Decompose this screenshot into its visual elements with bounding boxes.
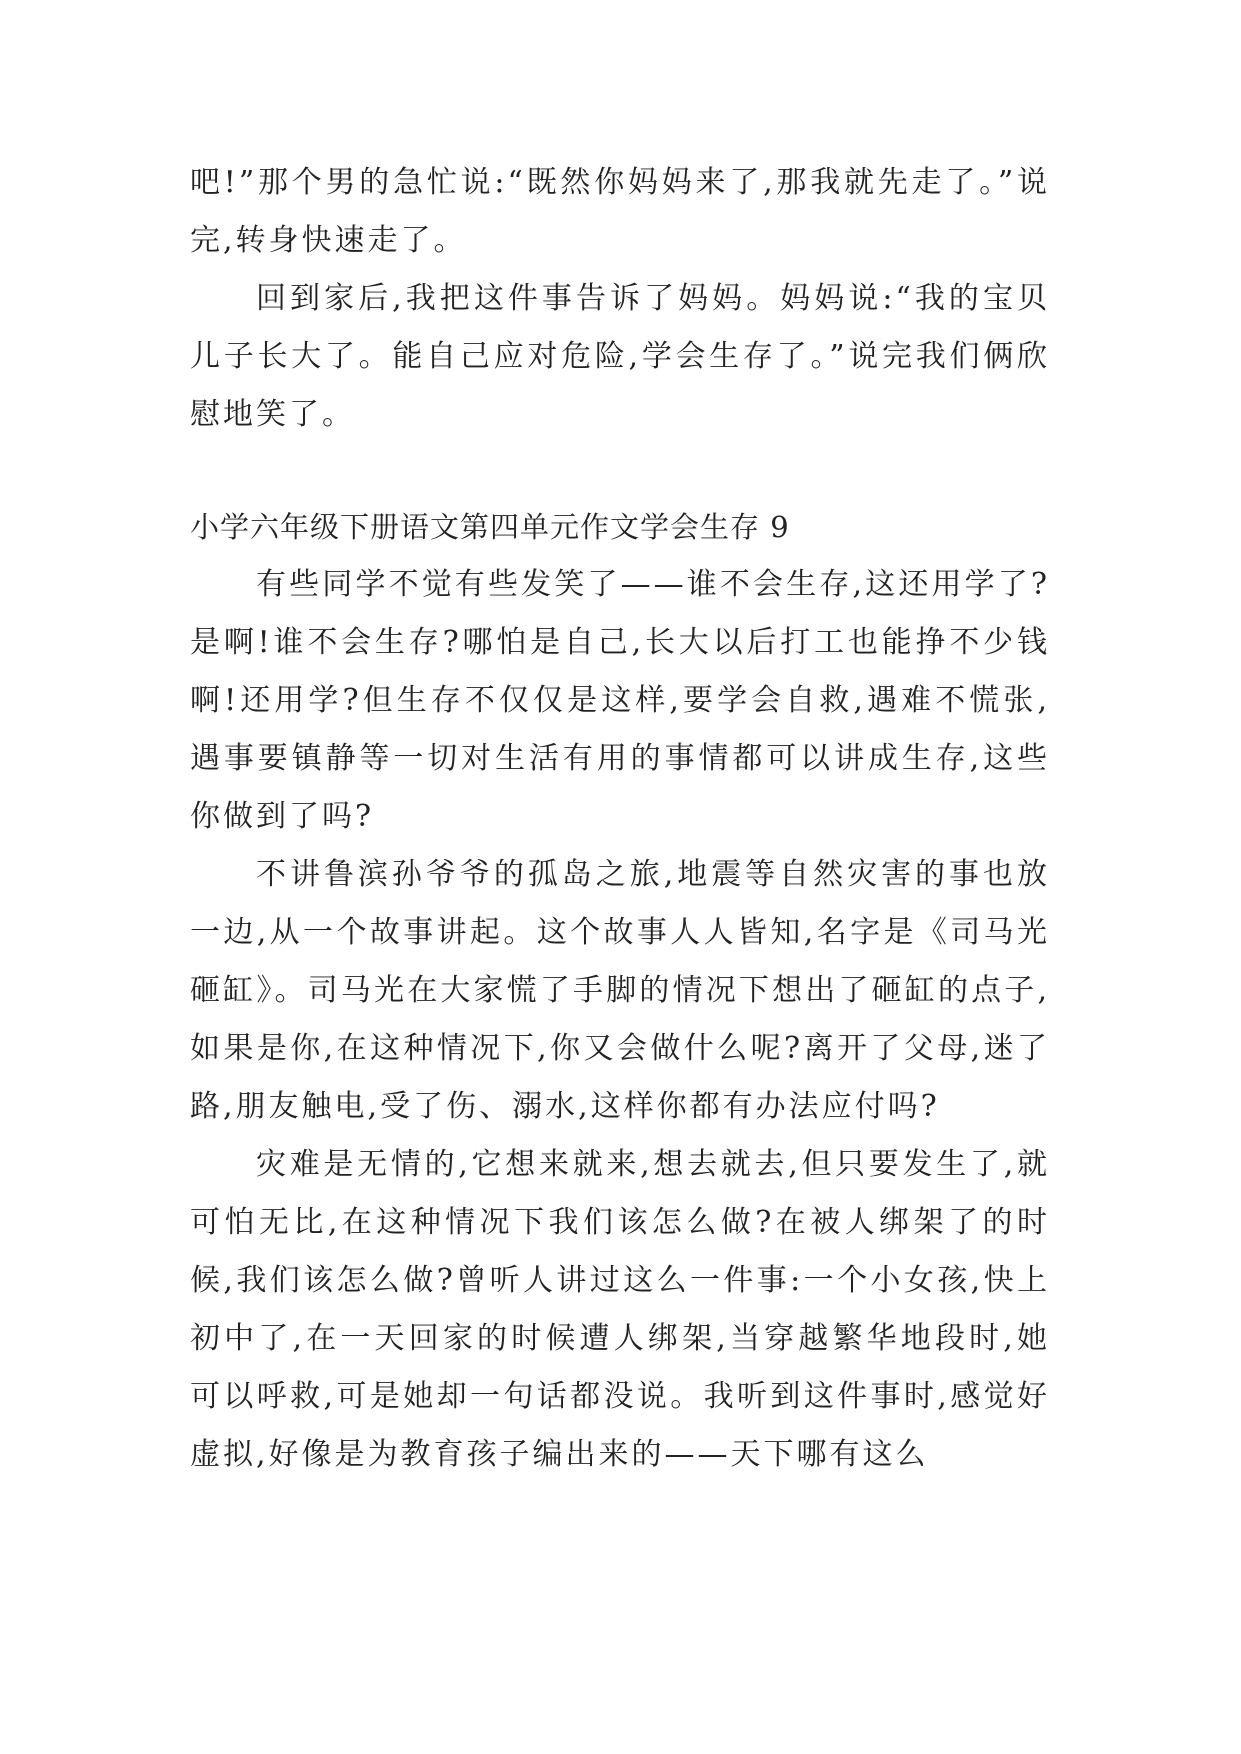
section-spacer xyxy=(190,444,1050,498)
paragraph-continuation: 吧!”那个男的急忙说:“既然你妈妈来了,那我就先走了。”说完,转身快速走了。 xyxy=(190,165,1050,258)
paragraph: 不讲鲁滨孙爷爷的孤岛之旅,地震等自然灾害的事也放一边,从一个故事讲起。这个故事人人皆知,名字是《司马光砸缸》。司马光在大家慌了手脚的情况下想出了砸缸的点子,如果是你,在这种情况下,你又会做什么呢?离开了父母,迷了路,朋友触电,受了伤、溺水,这样你都有办法应付吗? xyxy=(190,857,1050,1124)
paragraph: 有些同学不觉有些发笑了——谁不会生存,这还用学了?是啊!谁不会生存?哪怕是自己,长大以后打工也能挣不少钱啊!还用学?但生存不仅仅是这样,要学会自救,遇难不慌张,遇事要镇静等一切对生活有用的事情都可以讲成生存,这些你做到了吗? xyxy=(190,567,1050,834)
document-body xyxy=(190,154,1050,1484)
paragraph: 灾难是无情的,它想来就来,想去就去,但只要发生了,就可怕无比,在这种情况下我们该怎么做?在被人绑架了的时候,我们该怎么做?曾听人讲过这么一件事:一个小女孩,快上初中了,在一天回家的时候遭人绑架,当穿越繁华地段时,她可以呼救,可是她却一句话都没说。我听到这件事时,感觉好虚拟,好像是为教育孩子编出来的——天下哪有这么 xyxy=(190,1147,1050,1472)
section-title: 小学六年级下册语文第四单元作文学会生存 9 xyxy=(190,510,790,544)
paragraph: 回到家后,我把这件事告诉了妈妈。妈妈说:“我的宝贝儿子长大了。能自己应对危险,学会生存了。”说完我们俩欣慰地笑了。 xyxy=(190,281,1050,432)
